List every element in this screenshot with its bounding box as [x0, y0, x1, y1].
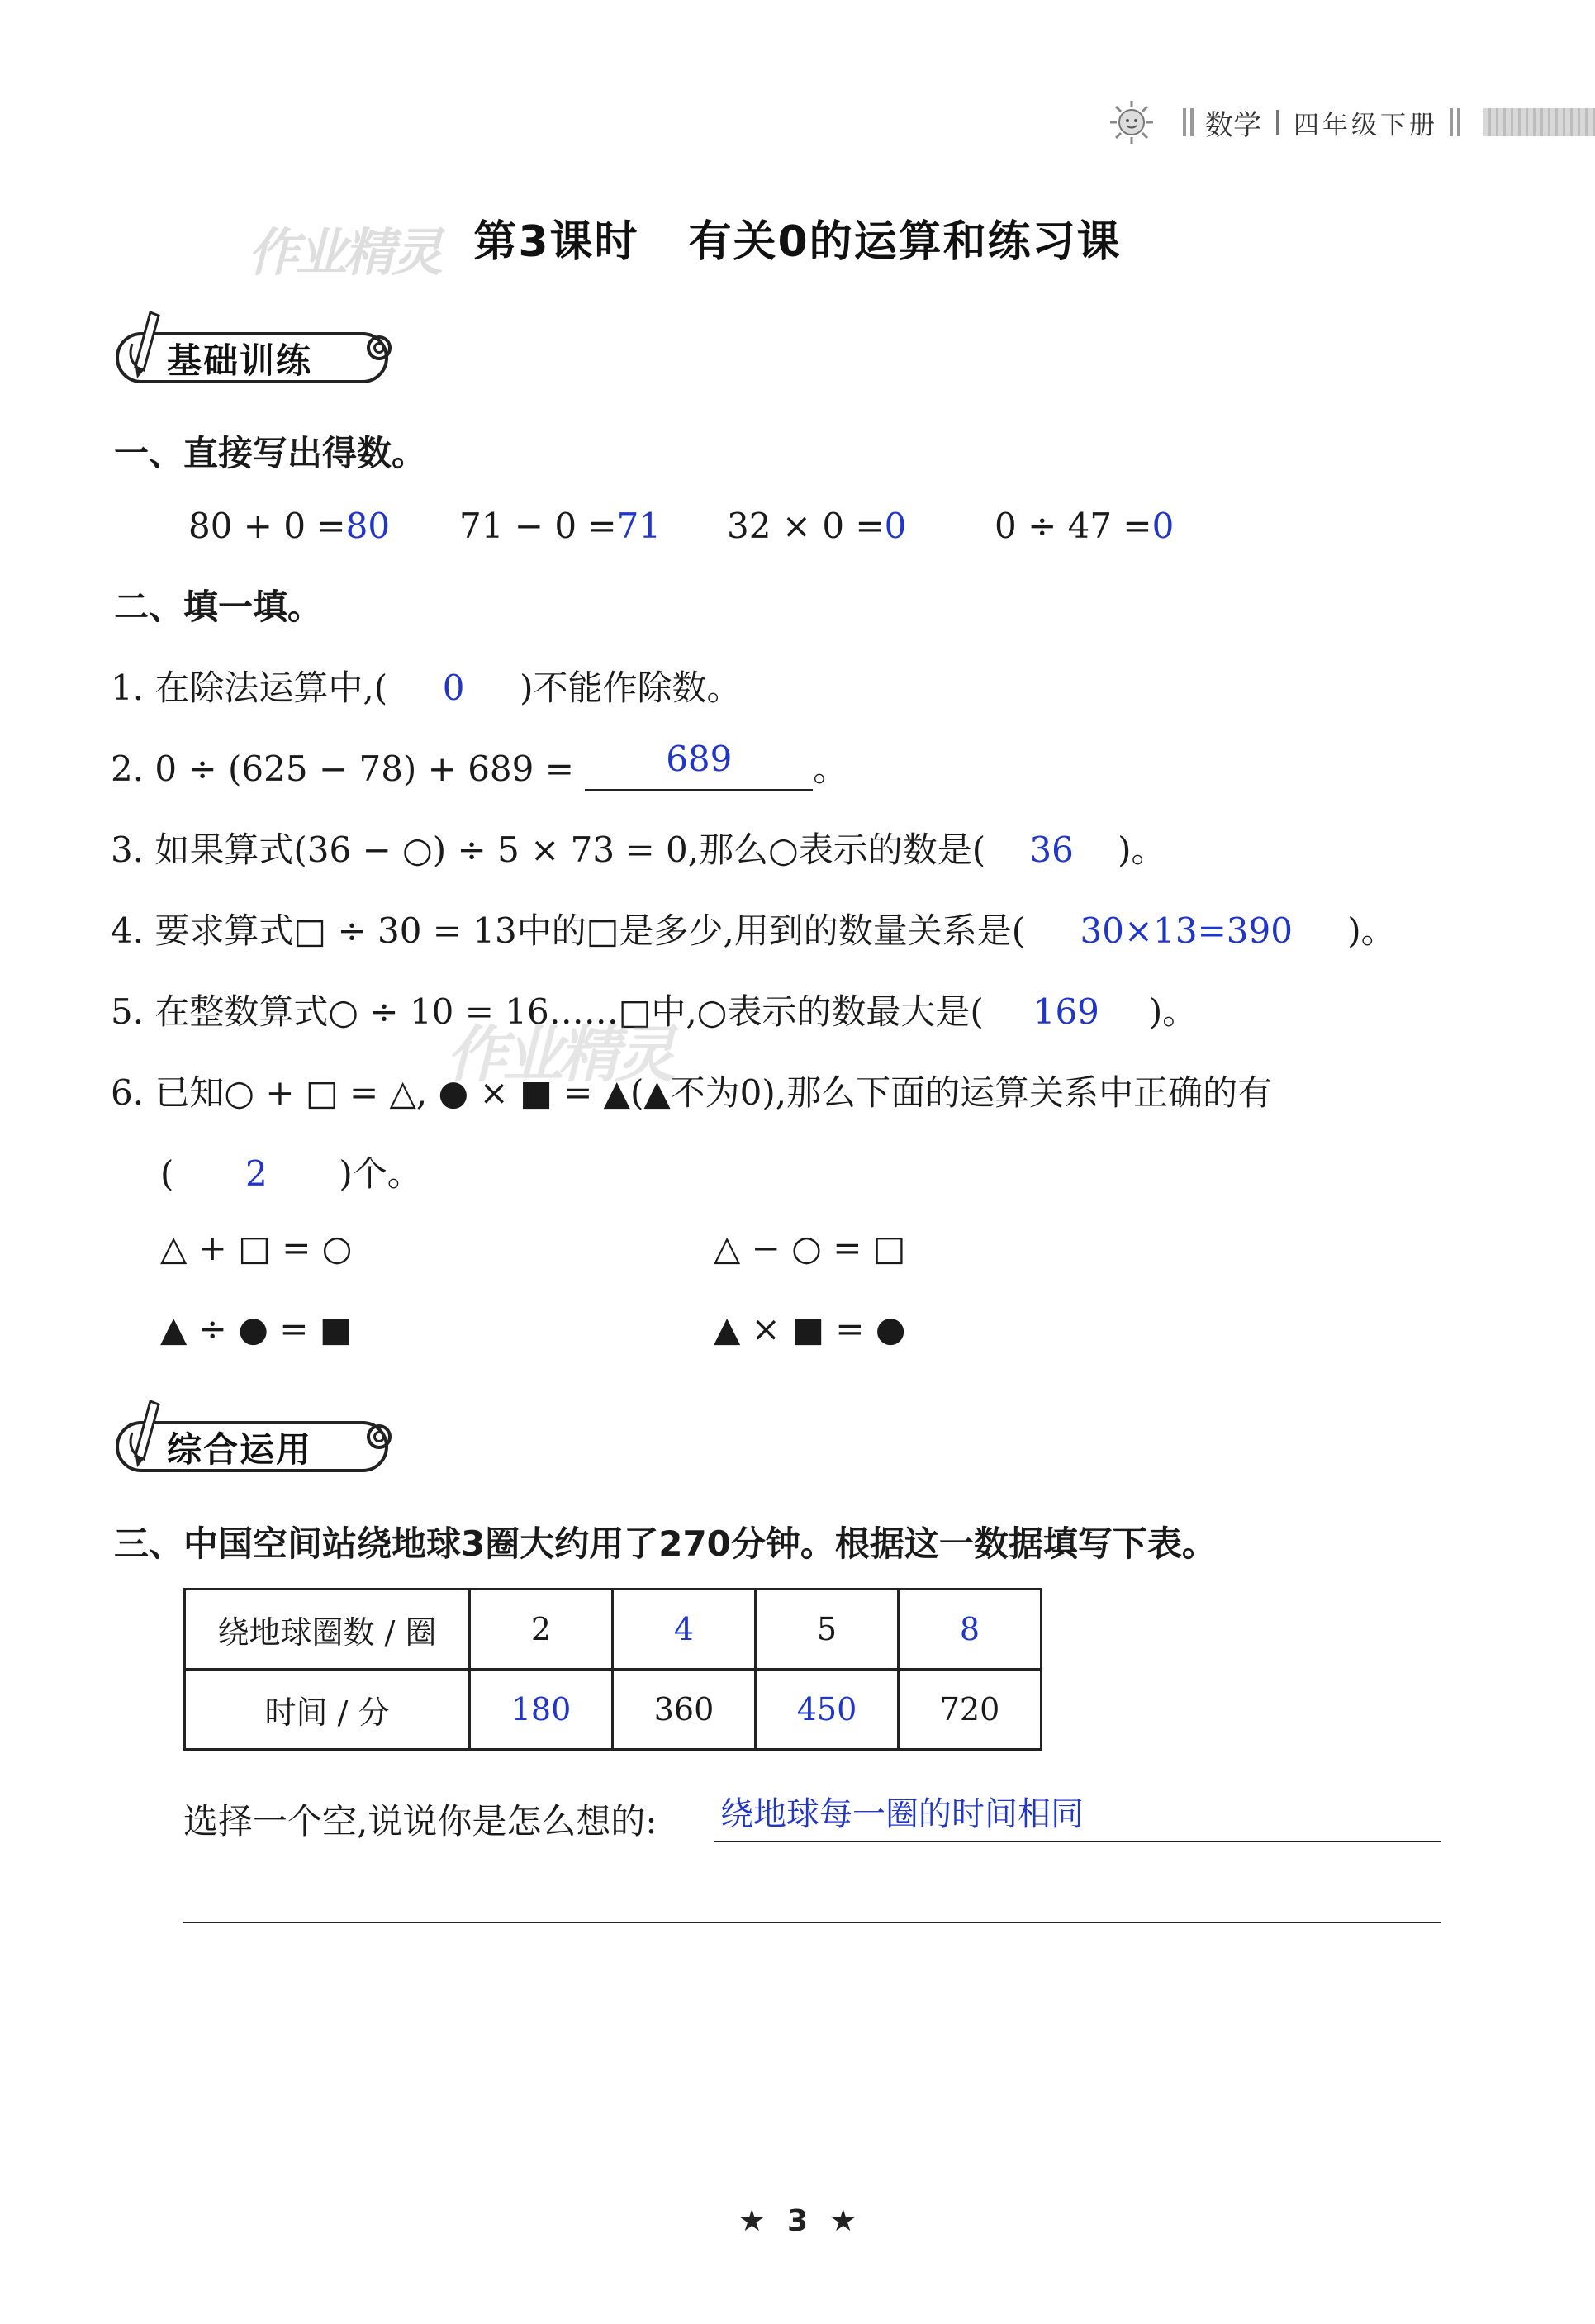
answer-text: 30×13=390: [1080, 910, 1293, 951]
option-4: ▲ × ■ = ●: [714, 1309, 906, 1349]
star-icon: ★: [738, 2204, 766, 2238]
q1-item-3: 32 × 0 =0: [727, 506, 907, 546]
q1-item-1: 80 + 0 =80: [188, 506, 391, 546]
reason-answer: 绕地球每一圈的时间相同: [720, 1795, 1084, 1833]
answer-text: 0: [442, 668, 465, 708]
page-header: [1108, 97, 1595, 147]
table-cell-answer: 8: [899, 1590, 1042, 1670]
table-cell: 2: [470, 1590, 613, 1670]
q2-item-6: 6. 已知○ + □ = △, ● × ■ = ▲(▲不为0),那么下面的运算关系中正确的有: [111, 1072, 1273, 1113]
page-title: [0, 207, 1595, 269]
table-cell: 720: [899, 1670, 1042, 1750]
q2-item-1: 1. 在除法运算中,( 0 )不能作除数。: [111, 668, 742, 708]
lesson-topic: 有关0的运算和练习课: [688, 217, 1122, 267]
section-tag-basic: [107, 324, 398, 393]
answer-text: 0: [1151, 506, 1175, 546]
answer-text: 2: [245, 1153, 268, 1194]
q1-item-4: 0 ÷ 47 =0: [995, 506, 1175, 546]
section-title-basic: 基础训练: [167, 340, 313, 381]
table-row-label: 时间 / 分: [185, 1670, 470, 1750]
option-2: △ − ○ = □: [714, 1228, 906, 1268]
table-cell-answer: 4: [613, 1590, 756, 1670]
grade-label: 四年级下册: [1294, 110, 1438, 140]
section-tag-applied: [107, 1413, 398, 1482]
answer-text: 80: [345, 506, 391, 546]
header-bars: [1183, 108, 1194, 136]
q3-heading: 三、中国空间站绕地球3圈大约用了270分钟。根据这一数据填写下表。: [114, 1523, 1217, 1564]
answer-text: 0: [884, 506, 907, 546]
page-footer: [0, 2204, 1595, 2238]
q2-heading: 二、填一填。: [114, 587, 323, 627]
subject-label: 数学: [1205, 108, 1261, 142]
section-title-applied: 综合运用: [167, 1429, 313, 1470]
table-cell-answer: 450: [756, 1670, 899, 1750]
lesson-number: 第3课时: [473, 217, 639, 267]
pencil-icon: [126, 309, 167, 382]
option-3: ▲ ÷ ● = ■: [160, 1309, 353, 1349]
watermark-logo: 作业精灵: [248, 222, 440, 283]
q2-item-3: 3. 如果算式(36 − ○) ÷ 5 × 73 = 0,那么○表示的数是( 36 )。: [111, 829, 1166, 870]
table-cell: 5: [756, 1590, 899, 1670]
answer-text: 689: [666, 739, 733, 779]
header-bars-right: [1450, 108, 1460, 136]
header-stripe: [1483, 108, 1595, 136]
option-1: △ + □ = ○: [160, 1228, 353, 1268]
pencil-icon: [126, 1398, 167, 1471]
answer-text: 169: [1032, 991, 1099, 1032]
header-divider: [1276, 110, 1279, 135]
sun-face-icon: [1108, 99, 1155, 145]
table-row: [185, 1670, 1042, 1750]
watermark-logo-mid: 作业精灵: [446, 1019, 671, 1091]
q1-item-2: 71 − 0 =71: [459, 506, 662, 546]
answer-text: 71: [616, 506, 662, 546]
q1-heading: 一、直接写出得数。: [114, 433, 427, 473]
star-icon: ★: [829, 2204, 857, 2238]
table-cell: 360: [613, 1670, 756, 1750]
page-number: 3: [786, 2204, 809, 2238]
reason-prompt: 选择一个空,说说你是怎么想的:: [183, 1801, 657, 1842]
table-row: [185, 1590, 1042, 1670]
answer-text: 36: [1029, 829, 1074, 870]
answer-line: [714, 1841, 1441, 1842]
answer-line: [183, 1922, 1441, 1923]
q2-item-5: 5. 在整数算式○ ÷ 10 = 16……□中,○表示的数最大是( 169 )。: [111, 991, 1198, 1032]
orbit-table: [183, 1588, 1042, 1751]
q2-item-2: 2. 0 ÷ (625 − 78) + 689 = 689 。: [111, 739, 848, 789]
q2-item-6-answer-line: ( 2 )个。: [160, 1153, 422, 1194]
table-row-label: 绕地球圈数 / 圈: [185, 1590, 470, 1670]
table-cell-answer: 180: [470, 1670, 613, 1750]
q2-item-4: 4. 要求算式□ ÷ 30 = 13中的□是多少,用到的数量关系是( 30×13=390 )。: [111, 910, 1396, 951]
